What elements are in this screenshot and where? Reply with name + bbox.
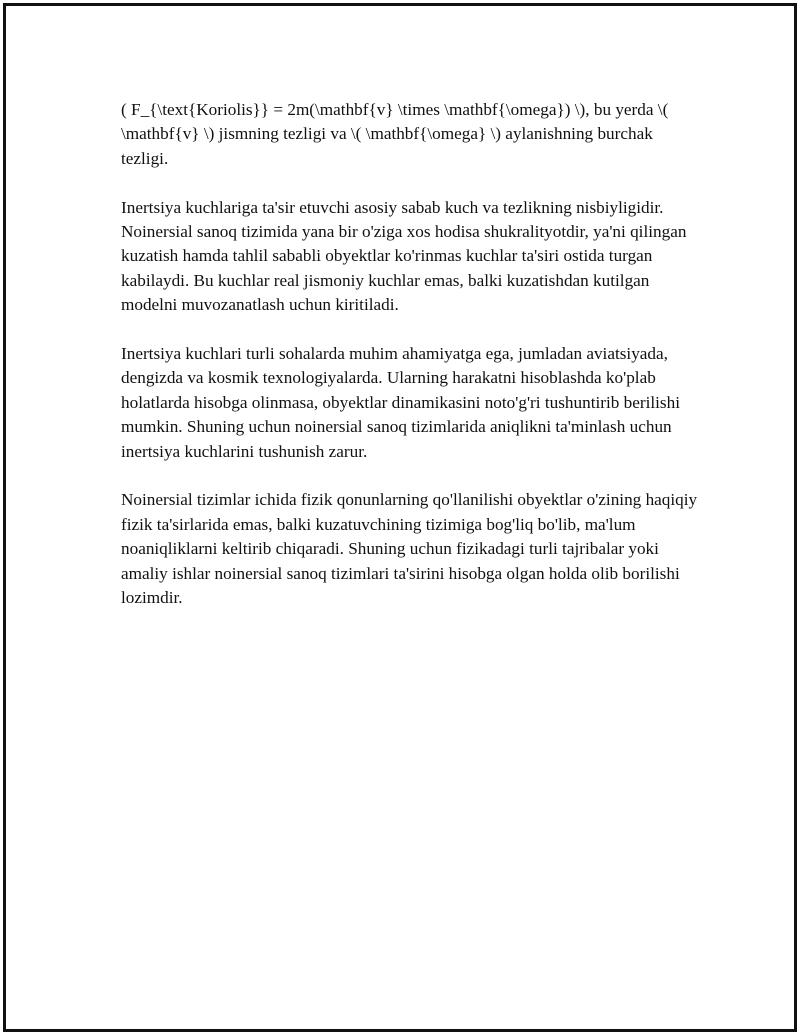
paragraph-noninertial-laws: Noinersial tizimlar ichida fizik qonunlarning qo'llanilishi obyektlar o'zining haqiqiy fizik ta'sirlarida emas, balki kuzatuvchining tizimiga bog'liq bo'lib, ma'lum noaniqliklarni keltirib chiqaradi. Shuning uchun fizikadagi turli tajribalar yoki amaliy ishlar noinersial sanoq tizimlari ta'sirini hisobga olgan holda olib borilishi lozimdir. — [121, 490, 698, 608]
paragraph-inertial-applications: Inertsiya kuchlari turli sohalarda muhim ahamiyatga ega, jumladan aviatsiyada, dengizda va kosmik texnologiyalarda. Ularning harakatni hisoblashda ko'plab holatlarda hisobga olinmasa, obyektlar dinamikasini noto'g'ri tushuntirib berilishi mumkin. Shuning uchun noinersial sanoq tizimlarida aniqlikni ta'minlash uchun inertsiya kuchlarini tushunish zarur. — [121, 344, 680, 461]
document-page — [3, 3, 797, 1032]
paragraph-coriolis-formula: ( F_{\text{Koriolis}} = 2m(\mathbf{v} \times \mathbf{\omega}) \), bu yerda \( \mathbf{v} \) jismning tezligi va \( \mathbf{\omega} \) aylanishning burchak tezligi. — [121, 100, 669, 168]
document-body — [121, 98, 701, 635]
paragraph-inertial-causes: Inertsiya kuchlariga ta'sir etuvchi asosiy sabab kuch va tezlikning nisbiyligidir. Noinersial sanoq tizimida yana bir o'ziga xos hodisa shukralityotdir, ya'ni qilingan kuzatish hamda tahlil sababli obyektlar ko'rinmas kuchlar ta'siri ostida turgan kabilaydi. Bu kuchlar real jismoniy kuchlar emas, balki kuzatishdan kutilgan modelni muvozanatlash uchun kiritiladi. — [121, 197, 687, 315]
